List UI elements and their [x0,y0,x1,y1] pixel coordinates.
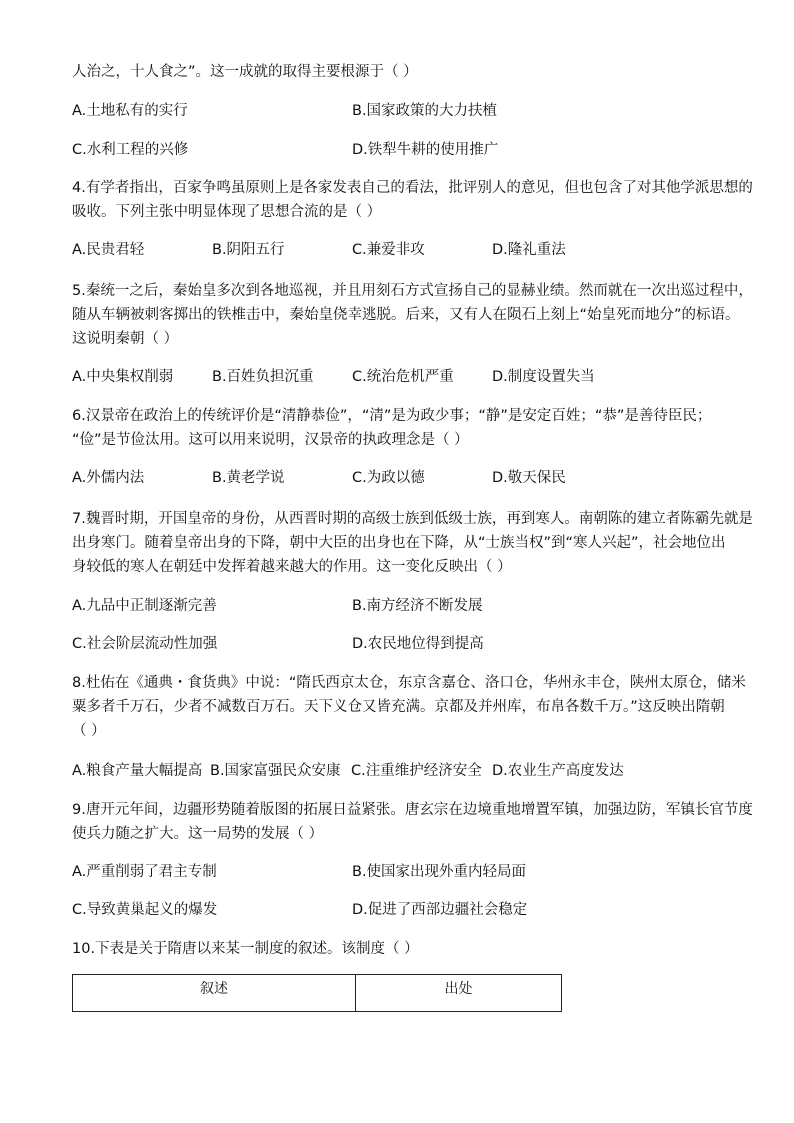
table-header-source: 出处 [444,981,473,997]
q8-stem-line-3: （ ） [72,723,106,739]
q4-stem-line-1: 4.有学者指出，百家争鸣虽原则上是各家发表自己的看法，批评别人的意见，但也包含了对其他学派思想的 [72,180,753,196]
q5-option-a: A.中央集权削弱 [72,369,174,385]
q4-stem-line-2: 吸收。下列主张中明显体现了思想合流的是（ ） [72,204,382,220]
q8-option-d: D.农业生产高度发达 [492,763,624,779]
q7-stem-line-1: 7.魏晋时期，开国皇帝的身份，从西晋时期的高级士族到低级士族，再到寒人。南朝陈的建立者陈霸先就是 [72,511,753,527]
q7-stem-line-3: 身较低的寒人在朝廷中发挥着越来越大的作用。这一变化反映出（ ） [72,559,512,575]
q6-stem-line-2: “俭”是节俭汰用。这可以用来说明，汉景帝的执政理念是（ ） [72,432,469,448]
q5-stem-line-1: 5.秦统一之后，秦始皇多次到各地巡视，并且用刻石方式宣扬自己的显赫业绩。然而就在一次出巡过程中， [72,283,753,299]
q4-option-b: B.阴阳五行 [212,242,285,258]
q8-option-b: B.国家富强民众安康 [210,763,341,779]
q6-stem-line-1: 6.汉景帝在政治上的传统评价是“清静恭俭”，“清”是为政少事；“静”是安定百姓；“恭”是善待臣民； [72,408,712,424]
table-header-description: 叙述 [73,975,356,1011]
q6-option-a: A.外儒内法 [72,470,145,486]
q3-option-d: D.铁犁牛耕的使用推广 [352,142,499,158]
q5-option-b: B.百姓负担沉重 [212,369,314,385]
q4-option-d: D.隆礼重法 [492,242,566,258]
q9-stem-line-2: 使兵力随之扩大。这一局势的发展（ ） [72,826,324,842]
q6-option-c: C.为政以德 [352,470,425,486]
q9-stem-line-1: 9.唐开元年间，边疆形势随着版图的拓展日益紧张。唐玄宗在边境重地增置军镇，加强边防，军镇长官节度 [72,802,753,818]
q5-option-d: D.制度设置失当 [492,369,595,385]
q4-option-c: C.兼爱非攻 [352,242,425,258]
q8-stem-line-2: 粟多者千万石，少者不减数百万石。天下义仓又皆充满。京都及并州库，布帛各数千万。”这反映出隋朝 [72,699,725,715]
q7-option-d: D.农民地位得到提高 [352,636,484,652]
q4-option-a: A.民贵君轻 [72,242,145,258]
q7-stem-line-2: 出身寒门。随着皇帝出身的下降，朝中大臣的出身也在下降，从“士族当权”到“寒人兴起”，社会地位出 [72,535,726,551]
q6-option-d: D.敬天保民 [492,470,566,486]
q8-stem-line-1: 8.杜佑在《通典・食货典》中说：“隋氏西京太仓，东京含嘉仓、洛口仓，华州永丰仓，陕州太原仓，储米 [72,675,746,691]
q8-option-a: A.粮食产量大幅提高 [72,763,203,779]
q5-option-c: C.统治危机严重 [352,369,454,385]
q9-option-a: A.严重削弱了君主专制 [72,864,217,880]
q10-stem: 10.下表是关于隋唐以来某一制度的叙述。该制度（ ） [72,941,419,957]
q3-option-c: C.水利工程的兴修 [72,142,189,158]
q10-table [72,974,562,1012]
q9-option-c: C.导致黄巢起义的爆发 [72,902,218,918]
q3-option-b: B.国家政策的大力扶植 [352,103,498,119]
q8-option-c: C.注重维护经济安全 [351,763,482,779]
q3-option-a: A.土地私有的实行 [72,103,188,119]
q3-stem: 人治之，十人食之”。这一成就的取得主要根源于（ ） [72,64,418,80]
q9-option-d: D.促进了西部边疆社会稳定 [352,902,528,918]
q6-option-b: B.黄老学说 [212,470,285,486]
q5-stem-line-3: 这说明秦朝（ ） [72,331,179,347]
q7-option-b: B.南方经济不断发展 [352,598,483,614]
q7-option-a: A.九品中正制逐渐完善 [72,598,217,614]
q5-stem-line-2: 随从车辆被刺客掷出的铁椎击中，秦始皇侥幸逃脱。后来，又有人在陨石上刻上“始皇死而地分”的标语。 [72,307,740,323]
q7-option-c: C.社会阶层流动性加强 [72,636,218,652]
q9-option-b: B.使国家出现外重内轻局面 [352,864,527,880]
